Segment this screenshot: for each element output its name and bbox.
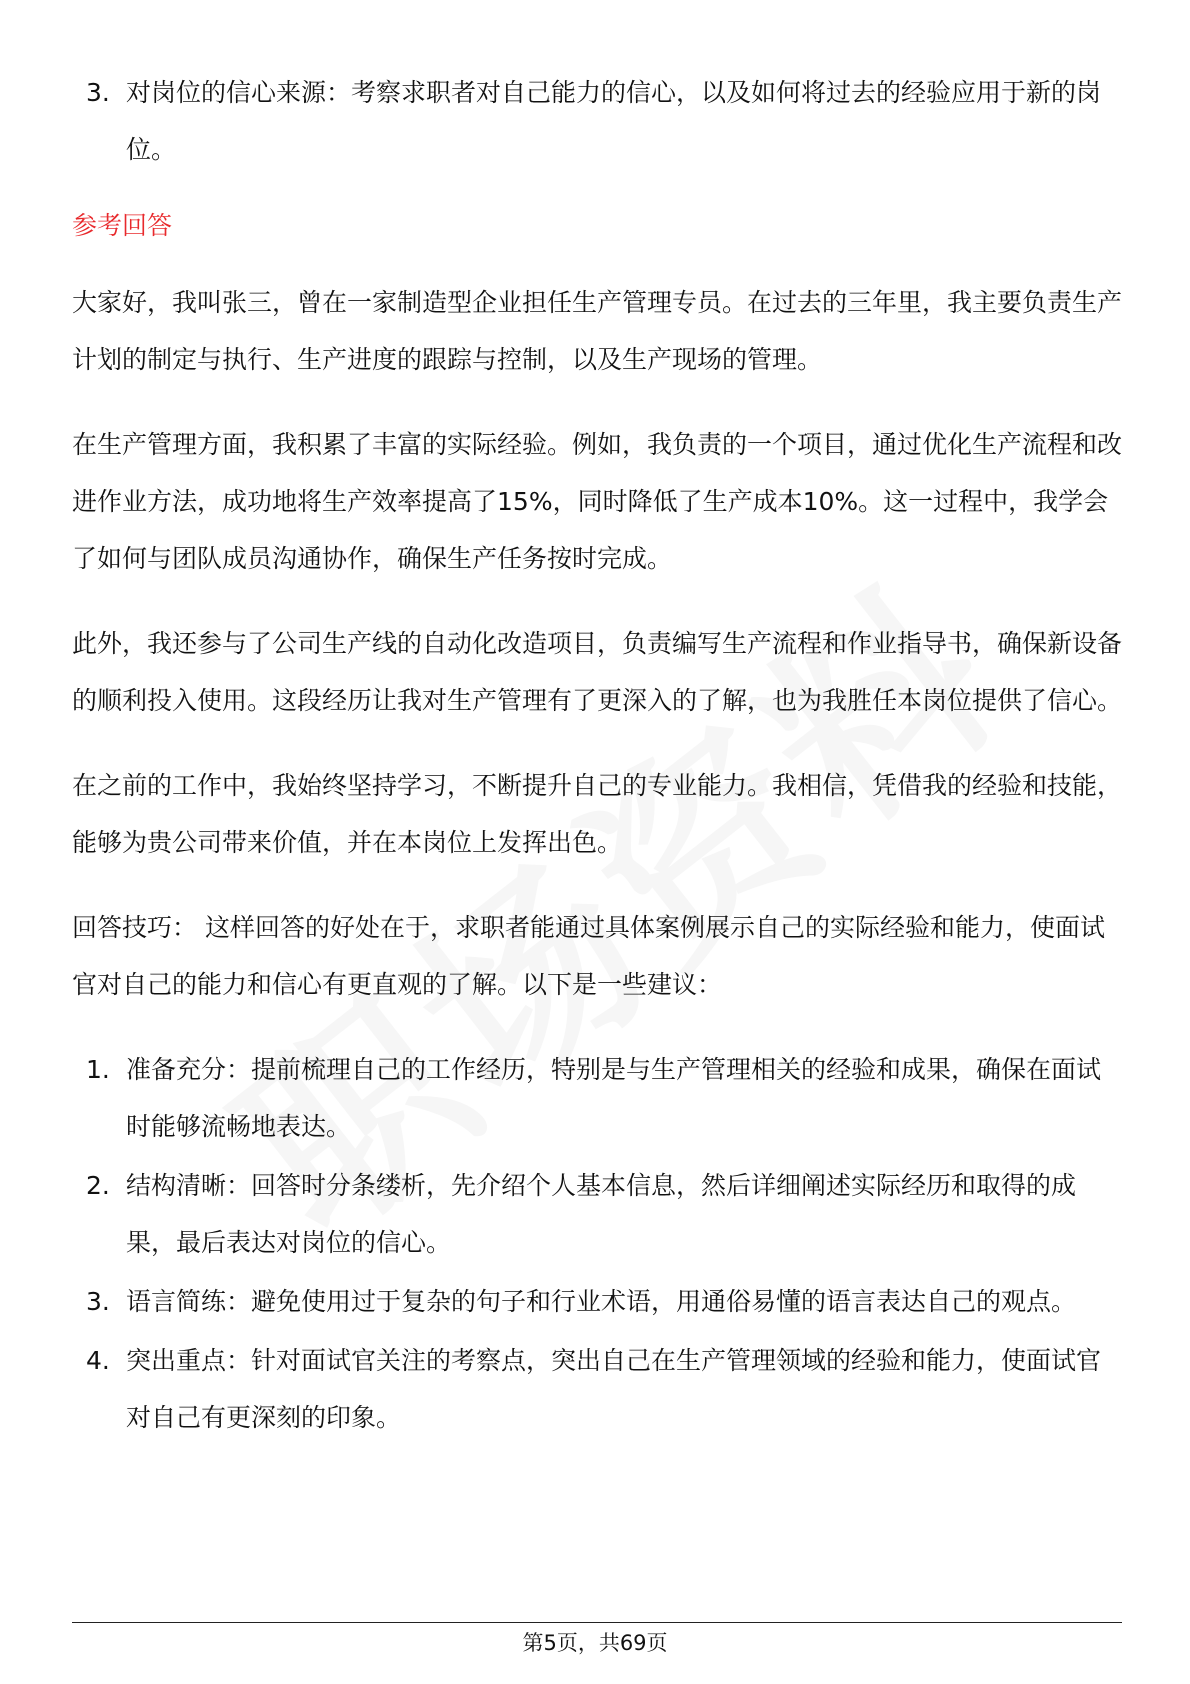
list-item [72,1273,1122,1330]
page-number: 第5页，共69页 [522,1631,668,1655]
section-heading: 参考回答 [72,211,173,240]
answer-paragraph: 在生产管理方面，我积累了丰富的实际经验。例如，我负责的一个项目，通过优化生产流程和改进作业方法，成功地将生产效率提高了15%，同时降低了生产成本10%。这一过程中，我学会了如何与团队成员沟通协作，确保生产任务按时完成。 [72,430,1123,573]
list-item-number: 4. [86,1346,110,1375]
list-item [72,1157,1122,1271]
answer-paragraph: 大家好，我叫张三，曾在一家制造型企业担任生产管理专员。在过去的三年里，我主要负责生产计划的制定与执行、生产进度的跟踪与控制，以及生产现场的管理。 [72,288,1123,374]
intro-list [72,64,1122,178]
tips-intro-paragraph: 回答技巧： 这样回答的好处在于，求职者能通过具体案例展示自己的实际经验和能力，使面试官对自己的能力和信心有更直观的了解。以下是一些建议： [72,913,1105,999]
footer-divider [72,1622,1122,1623]
list-item-number: 2. [86,1171,110,1200]
list-item-number: 3. [86,1287,110,1316]
answer-paragraph: 此外，我还参与了公司生产线的自动化改造项目，负责编写生产流程和作业指导书，确保新设备的顺利投入使用。这段经历让我对生产管理有了更深入的了解，也为我胜任本岗位提供了信心。 [72,629,1123,715]
list-item-text: 突出重点：针对面试官关注的考察点，突出自己在生产管理领域的经验和能力，使面试官对自己有更深刻的印象。 [126,1346,1102,1432]
tips-list [72,1041,1122,1446]
answer-paragraph: 在之前的工作中，我始终坚持学习，不断提升自己的专业能力。我相信，凭借我的经验和技能，能够为贵公司带来价值，并在本岗位上发挥出色。 [72,771,1123,857]
list-item [72,64,1122,178]
list-item-number: 3. [86,78,110,107]
list-item-text: 语言简练：避免使用过于复杂的句子和行业术语，用通俗易懂的语言表达自己的观点。 [126,1287,1077,1316]
page-content [72,64,1122,1448]
list-item [72,1041,1122,1155]
list-item-text: 对岗位的信心来源：考察求职者对自己能力的信心，以及如何将过去的经验应用于新的岗位。 [126,78,1102,164]
list-item [72,1332,1122,1446]
list-item-number: 1. [86,1055,110,1084]
list-item-text: 准备充分：提前梳理自己的工作经历，特别是与生产管理相关的经验和成果，确保在面试时能够流畅地表达。 [126,1055,1102,1141]
list-item-text: 结构清晰：回答时分条缕析，先介绍个人基本信息，然后详细阐述实际经历和取得的成果，最后表达对岗位的信心。 [126,1171,1077,1257]
